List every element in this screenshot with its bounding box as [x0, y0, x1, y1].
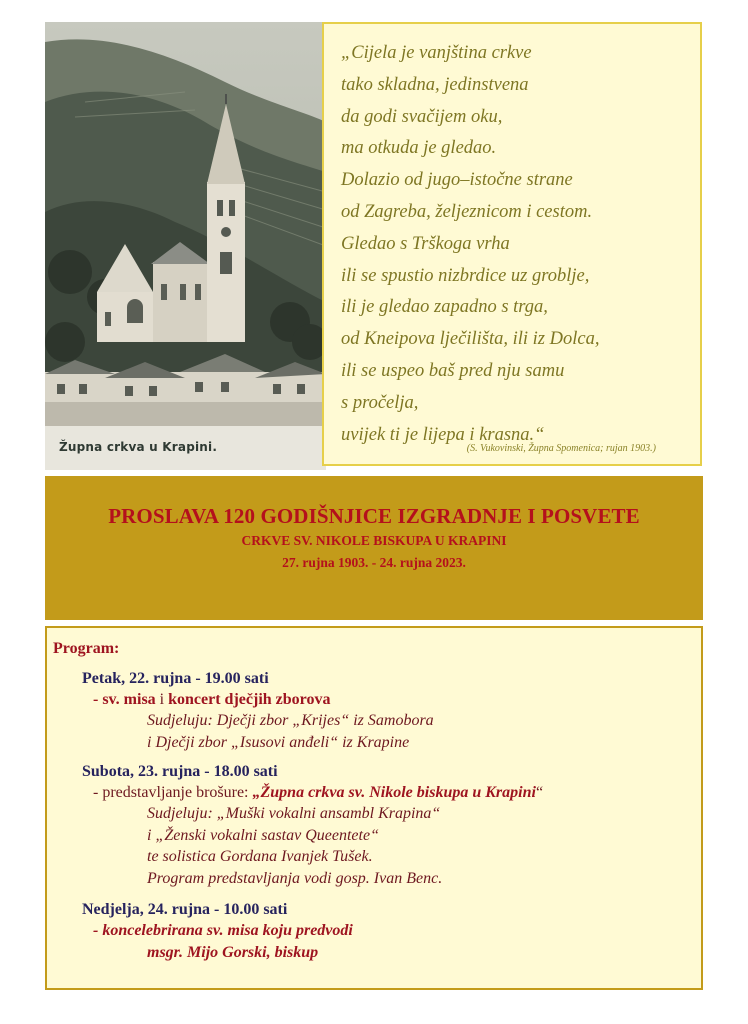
program-box	[45, 626, 703, 990]
saturday-book-title: „Župna crkva sv. Nikole biskupa u Krapini	[252, 784, 536, 801]
quote-line: Dolazio od jugo–istočne strane	[341, 170, 573, 191]
sunday-event-2: msgr. Mijo Gorski, biskup	[147, 944, 319, 961]
friday-participants-2: i Dječji zbor „Isusovi anđeli“ iz Krapine	[147, 734, 410, 751]
friday-event-prefix: - sv. misa	[93, 691, 156, 708]
friday-title: Petak, 22. rujna - 19.00 sati	[82, 670, 269, 687]
friday-event	[93, 691, 330, 709]
quote-line: da godi svačijem oku,	[341, 106, 503, 127]
quote-line: tako skladna, jedinstvena	[341, 74, 529, 95]
quote-line: ili se spustio nizbrdice uz groblje,	[341, 265, 590, 286]
saturday-book-close: “	[535, 784, 544, 801]
quote-line: „Cijela je vanjština crkve	[341, 43, 532, 63]
church-photo	[45, 22, 326, 470]
banner-dates: 27. rujna 1903. - 24. rujna 2023.	[282, 555, 466, 570]
church-illustration	[45, 22, 326, 470]
quote-line: od Kneipova lječilišta, ili iz Dolca,	[341, 329, 600, 350]
sunday-title: Nedjelja, 24. rujna - 10.00 sati	[82, 901, 288, 918]
quote-box	[322, 22, 702, 466]
quote-source: (S. Vukovinski, Župna Spomenica; rujan 1903.)	[466, 443, 656, 454]
program-heading: Program:	[53, 640, 120, 657]
saturday-event-prefix: - predstavljanje brošure:	[93, 784, 253, 801]
sunday-event-1: - koncelebrirana sv. misa koju predvodi	[93, 922, 353, 939]
photo-caption: Župna crkva u Krapini.	[59, 440, 218, 454]
quote-line: ili je gledao zapadno s trga,	[341, 297, 548, 318]
quote-line: uvijek ti je lijepa i krasna.“	[341, 424, 545, 445]
title-banner	[45, 476, 703, 620]
saturday-participants-3: te solistica Gordana Ivanjek Tušek.	[147, 848, 373, 865]
saturday-title: Subota, 23. rujna - 18.00 sati	[82, 763, 278, 780]
friday-event-main: koncert dječjih zborova	[168, 691, 331, 708]
saturday-participants-2: i „Ženski vokalni sastav Queentete“	[147, 827, 379, 844]
quote-text	[341, 38, 599, 451]
quote-line: s pročelja,	[341, 392, 419, 413]
friday-participants-1: Sudjeluju: Dječji zbor „Krijes“ iz Samobora	[147, 712, 434, 729]
saturday-participants-1: Sudjeluju: „Muški vokalni ansambl Krapina“	[147, 805, 441, 822]
quote-line: Gledao s Trškoga vrha	[341, 233, 510, 254]
quote-line: ma otkuda je gledao.	[341, 138, 497, 159]
saturday-participants-4: Program predstavljanja vodi gosp. Ivan Benc.	[147, 870, 443, 887]
quote-line: od Zagreba, željeznicom i cestom.	[341, 201, 593, 222]
friday-event-and: i	[155, 691, 169, 708]
quote-line: ili se uspeo baš pred nju samu	[341, 360, 565, 381]
banner-subtitle: CRKVE SV. NIKOLE BISKUPA U KRAPINI	[241, 533, 507, 548]
saturday-event	[93, 784, 543, 802]
banner-title: PROSLAVA 120 GODIŠNJICE IZGRADNJE I POSVETE	[108, 504, 640, 528]
